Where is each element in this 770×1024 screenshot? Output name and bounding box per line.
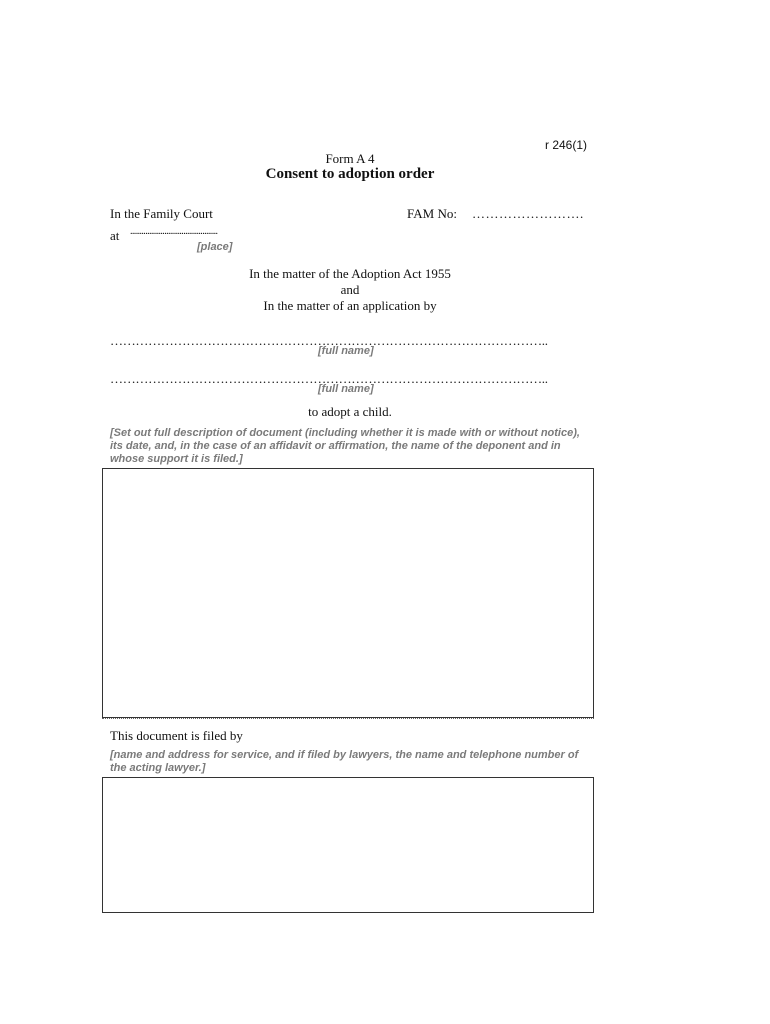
place-label: at: [110, 228, 120, 243]
applicant-2-name-hint: [full name]: [318, 383, 374, 395]
filed-by-label: This document is filed by: [110, 728, 243, 743]
applicant-1-name-hint: [full name]: [318, 345, 374, 357]
matter-application-line: In the matter of an application by: [263, 298, 437, 313]
document-description-hint: [Set out full description of document (including whether it is made with or without notice), its date, and, in the case of an affidavit or affirmation, the name of the deponent and in whose support it is filed.]: [110, 427, 580, 465]
applicant-1-name-field[interactable]: …………………………………………………………………………………………..: [110, 333, 548, 348]
form-title: Consent to adoption order: [265, 166, 435, 182]
filed-by-hint: [name and address for service, and if filed by lawyers, the name and telephone number of the acting lawyer.]: [110, 749, 579, 774]
divider: [102, 718, 594, 719]
fam-number-label: FAM No:: [407, 206, 457, 221]
matter-act-line: In the matter of the Adoption Act 1955: [249, 266, 451, 281]
fam-number-field[interactable]: …………………….: [472, 206, 584, 221]
applicant-2-name-field[interactable]: …………………………………………………………………………………………..: [110, 371, 548, 386]
rule-reference: r 246(1): [545, 138, 588, 152]
purpose-text: to adopt a child.: [308, 404, 392, 419]
court-label: In the Family Court: [110, 206, 213, 221]
place-field[interactable]: ..............................................: [130, 226, 218, 237]
matter-and-line: and: [340, 282, 360, 297]
place-hint: [place]: [197, 241, 233, 253]
filed-by-box[interactable]: [102, 777, 594, 913]
document-description-box[interactable]: [102, 468, 594, 718]
form-number: Form A 4: [325, 151, 375, 166]
